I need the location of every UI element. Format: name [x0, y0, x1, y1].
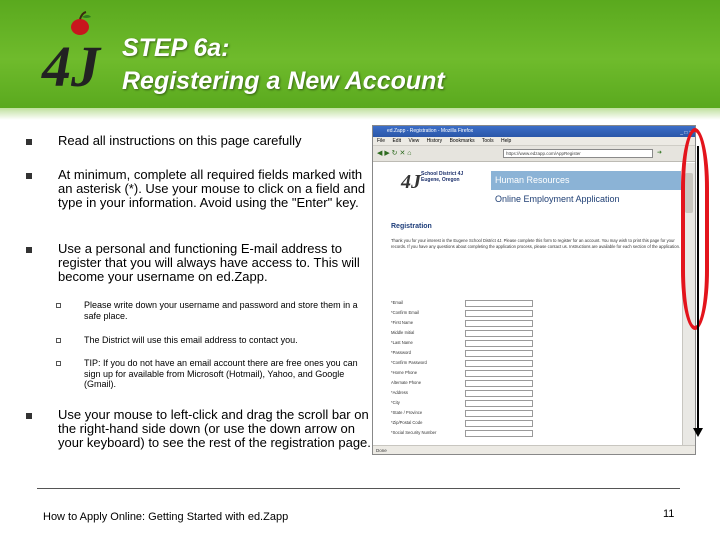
menu-file[interactable]: File	[377, 138, 386, 144]
form-field-label: *Zip/Postal Code	[391, 420, 423, 425]
header-fade	[0, 108, 720, 120]
bullet-text: Use your mouse to left-click and drag the scroll bar on the right-hand side down (or use the down arrow on your keyboard) to see the rest of the registration page.	[58, 407, 371, 450]
sub-bullet-icon	[56, 361, 61, 366]
form-field-label: *City	[391, 400, 400, 405]
form-field-input[interactable]	[465, 300, 533, 307]
sub-bullet-icon	[56, 338, 61, 343]
nav-buttons-icon[interactable]: ◀ ▶ ↻ ✕ ⌂	[377, 150, 412, 157]
form-field-label: *First Name	[391, 320, 414, 325]
form-field-input[interactable]	[465, 320, 533, 327]
form-row	[391, 330, 681, 340]
form-row	[391, 360, 681, 370]
form-field-input[interactable]	[465, 380, 533, 387]
form-row	[391, 370, 681, 380]
bullet-icon	[26, 139, 32, 145]
form-field-label: Middle Initial	[391, 330, 415, 335]
address-bar[interactable]: https://www.edzapp.com/AppRegister	[503, 149, 653, 158]
form-field-label: *State / Province	[391, 410, 423, 415]
slide-title	[122, 32, 445, 98]
form-field-input[interactable]	[465, 370, 533, 377]
menu-history[interactable]: History	[426, 138, 443, 144]
menu-help[interactable]: Help	[500, 138, 512, 144]
bullet-icon	[26, 173, 32, 179]
registration-heading: Registration	[391, 223, 432, 230]
down-arrow-icon	[693, 428, 703, 437]
browser-titlebar	[373, 126, 695, 137]
apple-icon	[71, 19, 89, 35]
menu-bookmarks[interactable]: Bookmarks	[449, 138, 475, 144]
browser-menubar	[373, 137, 695, 146]
bullet-text: Read all instructions on this page carefully	[58, 133, 302, 148]
form-row	[391, 350, 681, 360]
form-field-input[interactable]	[465, 400, 533, 407]
form-field-label: *Password	[391, 350, 412, 355]
form-row	[391, 340, 681, 350]
form-row	[391, 320, 681, 330]
scrollbar-highlight-oval	[681, 128, 709, 330]
form-field-label: *Last Name	[391, 340, 413, 345]
form-field-input[interactable]	[465, 340, 533, 347]
logo-text: 4J	[42, 34, 100, 96]
go-icon[interactable]: ➜	[657, 150, 663, 156]
browser-status-bar: Done	[373, 445, 696, 454]
form-field-label: *Address	[391, 390, 408, 395]
page-number: 11	[663, 508, 675, 520]
sub-bullet-text: Please write down your username and password and store them in a safe place.	[84, 300, 358, 321]
window-title: ed.Zapp - Registration - Mozilla Firefox	[387, 128, 474, 134]
form-field-label: Alternate Phone	[391, 380, 422, 385]
form-row	[391, 410, 681, 420]
browser-toolbar	[373, 146, 695, 162]
form-row	[391, 380, 681, 390]
form-row	[391, 430, 681, 440]
form-field-input[interactable]	[465, 360, 533, 367]
form-field-input[interactable]	[465, 410, 533, 417]
district-title: School District 4J	[421, 171, 464, 177]
page-logo: 4J	[401, 171, 421, 193]
window-controls[interactable]: _ □ ✕	[680, 130, 693, 136]
form-field-label: *Social Security Number	[391, 430, 437, 435]
title-line-1: STEP 6a:	[122, 34, 230, 62]
footer-divider	[37, 488, 680, 489]
district-name	[421, 171, 463, 183]
district-location: Eugene, Oregon	[421, 177, 460, 183]
banner-top: Human Resources	[491, 171, 681, 190]
form-field-input[interactable]	[465, 310, 533, 317]
form-field-input[interactable]	[465, 430, 533, 437]
sub-bullet-icon	[56, 303, 61, 308]
title-line-2: Registering a New Account	[122, 67, 445, 95]
form-field-label: *Confirm Password	[391, 360, 427, 365]
browser-screenshot	[372, 125, 696, 455]
form-field-label: *Confirm Email	[391, 310, 419, 315]
bullet-icon	[26, 413, 32, 419]
banner-bottom: Online Employment Application	[491, 190, 681, 208]
form-field-label: *Home Phone	[391, 370, 418, 375]
footer-text: How to Apply Online: Getting Started with ed.Zapp	[43, 511, 289, 523]
sub-bullet-text: TIP: If you do not have an email account there are free ones you can sign up for available from Microsoft (Hotmail), Yahoo, and Google (Gmail).	[84, 358, 358, 389]
form-field-input[interactable]	[465, 350, 533, 357]
bullet-icon	[26, 247, 32, 253]
form-row	[391, 310, 681, 320]
web-page	[373, 163, 683, 446]
form-row	[391, 420, 681, 430]
down-arrow-line	[697, 146, 699, 428]
form-field-label: *Email	[391, 300, 404, 305]
menu-view[interactable]: View	[408, 138, 420, 144]
bullet-text: Use a personal and functioning E-mail address to register that you will always have access to. This will become your username on ed.Zapp.	[58, 241, 360, 284]
district-logo	[36, 10, 106, 96]
form-row	[391, 390, 681, 400]
registration-intro: Thank you for your interest in the Eugene School District 4J. Please complete this form to register for an account. You may wish to print this page for your records. If you have any questions about completing the application process, please contact us. Instructions are available for each section of the application.	[391, 238, 681, 249]
menu-tools[interactable]: Tools	[481, 138, 494, 144]
form-field-input[interactable]	[465, 330, 533, 337]
sub-bullet-text: The District will use this email address to contact you.	[84, 335, 298, 345]
bullet-text: At minimum, complete all required fields marked with an asterisk (*). Use your mouse to click on a field and type in your information. Avoid using the "Enter" key.	[58, 167, 366, 210]
form-row	[391, 300, 681, 310]
menu-edit[interactable]: Edit	[392, 138, 402, 144]
form-field-input[interactable]	[465, 390, 533, 397]
form-field-input[interactable]	[465, 420, 533, 427]
form-row	[391, 400, 681, 410]
